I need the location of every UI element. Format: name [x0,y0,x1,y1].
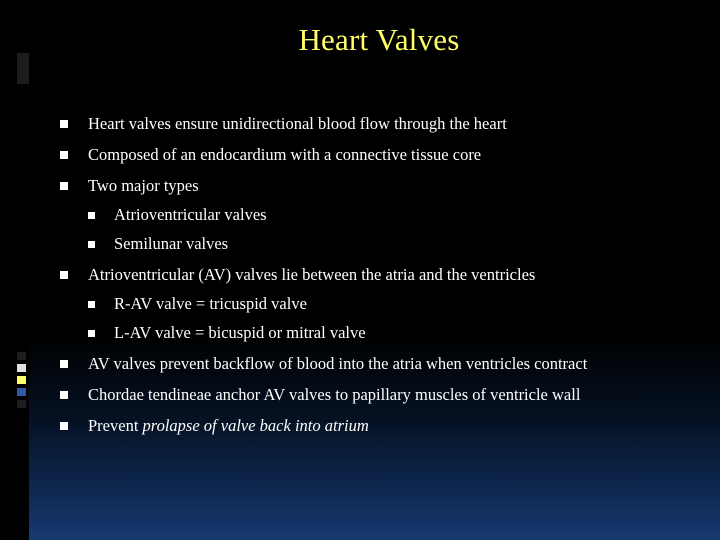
bullet-text: Prevent [88,416,143,435]
bullet-item [60,352,680,376]
sub-bullet-text: Atrioventricular valves [114,205,267,224]
slide-title: Heart Valves [298,22,460,57]
accent-block [17,364,26,372]
square-bullet-icon [60,422,68,430]
sub-bullet-text: Semilunar valves [114,234,229,253]
bullet-list [60,112,680,445]
sub-bullet-item [60,292,680,316]
bullet-text: Composed of an endocardium with a connective tissue core [88,145,482,164]
title-accent-bar [17,53,29,84]
sub-bullet-text: R-AV valve = tricuspid valve [114,294,307,313]
accent-stack [17,352,26,412]
square-bullet-icon [60,391,68,399]
accent-block [17,352,26,360]
accent-block [17,400,26,408]
hollow-square-bullet-icon [88,241,95,248]
hollow-square-bullet-icon [88,301,95,308]
bullet-item [60,414,680,438]
sub-bullet-item [60,321,680,345]
bullet-item [60,112,680,136]
square-bullet-icon [60,182,68,190]
square-bullet-icon [60,151,68,159]
square-bullet-icon [60,360,68,368]
hollow-square-bullet-icon [88,330,95,337]
bullet-text: AV valves prevent backflow of blood into the atria when ventricles contract [88,354,588,373]
sub-bullet-text: L-AV valve = bicuspid or mitral valve [114,323,366,342]
bullet-text: Heart valves ensure unidirectional blood flow through the heart [88,114,507,133]
bullet-item [60,263,680,345]
bullet-item [60,143,680,167]
bullet-text: Two major types [88,176,199,195]
accent-block [17,376,26,384]
accent-block [17,388,26,396]
bullet-text: Atrioventricular (AV) valves lie between the atria and the ventricles [88,265,536,284]
bullet-item [60,174,680,256]
square-bullet-icon [60,120,68,128]
sub-bullet-item [60,203,680,227]
bullet-item [60,383,680,407]
sub-bullet-item [60,232,680,256]
bullet-italic-text: prolapse of valve back into atrium [142,416,369,435]
bullet-text: Chordae tendineae anchor AV valves to papillary muscles of ventricle wall [88,385,581,404]
hollow-square-bullet-icon [88,212,95,219]
square-bullet-icon [60,271,68,279]
